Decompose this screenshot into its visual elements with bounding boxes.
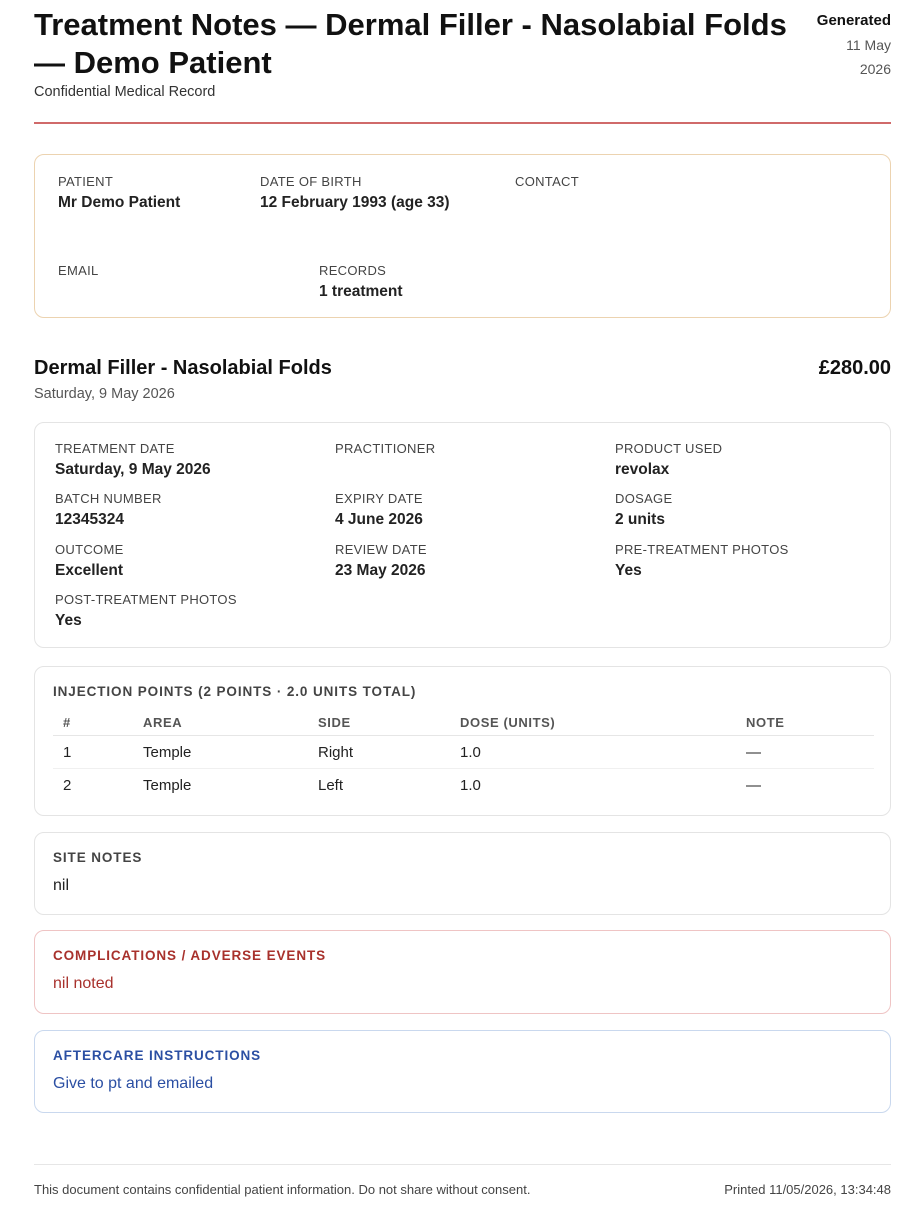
records-field	[319, 263, 403, 303]
review-date-label: REVIEW DATE	[335, 542, 427, 557]
site-notes-card	[34, 832, 891, 915]
post-photos-value: Yes	[55, 612, 82, 629]
document-subtitle: Confidential Medical Record	[34, 84, 216, 100]
records-value: 1 treatment	[319, 283, 403, 300]
practitioner-field	[335, 441, 435, 459]
email-label: EMAIL	[58, 263, 99, 278]
dob-field	[260, 174, 450, 214]
aftercare-text: Give to pt and emailed	[53, 1075, 214, 1092]
post-photos-field	[55, 592, 237, 632]
column-header: NOTE	[736, 709, 874, 736]
post-photos-label: POST-TREATMENT PHOTOS	[55, 592, 237, 607]
pre-photos-field	[615, 542, 789, 582]
document-footer	[34, 1164, 891, 1197]
expiry-label: EXPIRY DATE	[335, 491, 423, 506]
aftercare-card	[34, 1030, 891, 1113]
outcome-value: Excellent	[55, 562, 124, 579]
dosage-field	[615, 491, 672, 531]
table-cell: Temple	[133, 736, 308, 769]
outcome-field	[55, 542, 124, 582]
practitioner-label: PRACTITIONER	[335, 441, 436, 456]
document-header	[34, 0, 891, 124]
batch-field	[55, 491, 162, 531]
batch-label: BATCH NUMBER	[55, 491, 162, 506]
column-header: DOSE (UNITS)	[450, 709, 736, 736]
patient-field	[58, 174, 180, 214]
treatment-price: £280.00	[818, 357, 891, 379]
table-cell: 1	[53, 736, 133, 769]
table-row	[53, 736, 874, 769]
treatment-notes-document	[34, 0, 891, 1197]
generated-stamp	[817, 11, 891, 81]
confidentiality-disclaimer: This document contains confidential patient information. Do not share without consent.	[34, 1182, 531, 1197]
table-cell: 1.0	[460, 776, 481, 794]
contact-field	[515, 174, 579, 192]
generated-date: 11 May 2026	[846, 37, 891, 77]
dosage-value: 2 units	[615, 511, 665, 528]
column-header: AREA	[133, 709, 308, 736]
table-cell: Right	[308, 736, 450, 769]
column-header: #	[53, 709, 133, 736]
product-value: revolax	[615, 461, 670, 478]
batch-value: 12345324	[55, 511, 124, 528]
treatment-name: Dermal Filler - Nasolabial Folds	[34, 357, 332, 379]
table-row	[53, 769, 874, 802]
treatment-date-subtitle: Saturday, 9 May 2026	[34, 386, 175, 402]
complications-title: COMPLICATIONS / ADVERSE EVENTS	[53, 948, 327, 963]
product-field	[615, 441, 722, 481]
review-date-field	[335, 542, 427, 582]
table-cell: 2	[63, 776, 72, 794]
table-header-row	[53, 709, 874, 736]
table-cell: Left	[318, 776, 344, 794]
site-notes-title: SITE NOTES	[53, 850, 143, 865]
column-header: SIDE	[308, 709, 450, 736]
records-label: RECORDS	[319, 263, 387, 278]
contact-label: CONTACT	[515, 174, 579, 189]
treatment-details-card	[34, 422, 891, 648]
treatment-date-value: Saturday, 9 May 2026	[55, 461, 211, 478]
table-cell: 1.0	[450, 736, 736, 769]
table-cell: Temple	[143, 776, 192, 794]
generated-label: Generated	[816, 12, 891, 29]
pre-photos-label: PRE-TREATMENT PHOTOS	[615, 542, 789, 557]
patient-name: Mr Demo Patient	[58, 194, 181, 211]
injection-points-table	[53, 709, 874, 801]
injection-points-card	[34, 666, 891, 816]
expiry-field	[335, 491, 423, 531]
treatment-date-field	[55, 441, 211, 481]
complications-text: nil noted	[53, 975, 114, 992]
patient-label: PATIENT	[58, 174, 114, 189]
product-label: PRODUCT USED	[615, 441, 723, 456]
table-cell: —	[736, 736, 874, 769]
printed-timestamp: Printed 11/05/2026, 13:34:48	[724, 1182, 891, 1197]
treatment-date-label: TREATMENT DATE	[55, 441, 175, 456]
complications-card	[34, 930, 891, 1014]
table-cell: —	[746, 776, 761, 794]
dob-value: 12 February 1993 (age 33)	[260, 194, 450, 211]
pre-photos-value: Yes	[615, 562, 642, 579]
aftercare-title: AFTERCARE INSTRUCTIONS	[53, 1048, 262, 1063]
email-field	[58, 263, 99, 281]
patient-summary-card	[34, 154, 891, 318]
page-title: Treatment Notes — Dermal Filler - Nasolabial Folds — Demo Patient	[34, 7, 787, 80]
outcome-label: OUTCOME	[55, 542, 124, 557]
review-date-value: 23 May 2026	[335, 562, 426, 579]
expiry-value: 4 June 2026	[335, 511, 423, 528]
dosage-label: DOSAGE	[615, 491, 673, 506]
site-notes-text: nil	[53, 877, 70, 894]
injection-points-title: INJECTION POINTS (2 POINTS · 2.0 UNITS TOTAL)	[53, 684, 417, 699]
dob-label: DATE OF BIRTH	[260, 174, 362, 189]
